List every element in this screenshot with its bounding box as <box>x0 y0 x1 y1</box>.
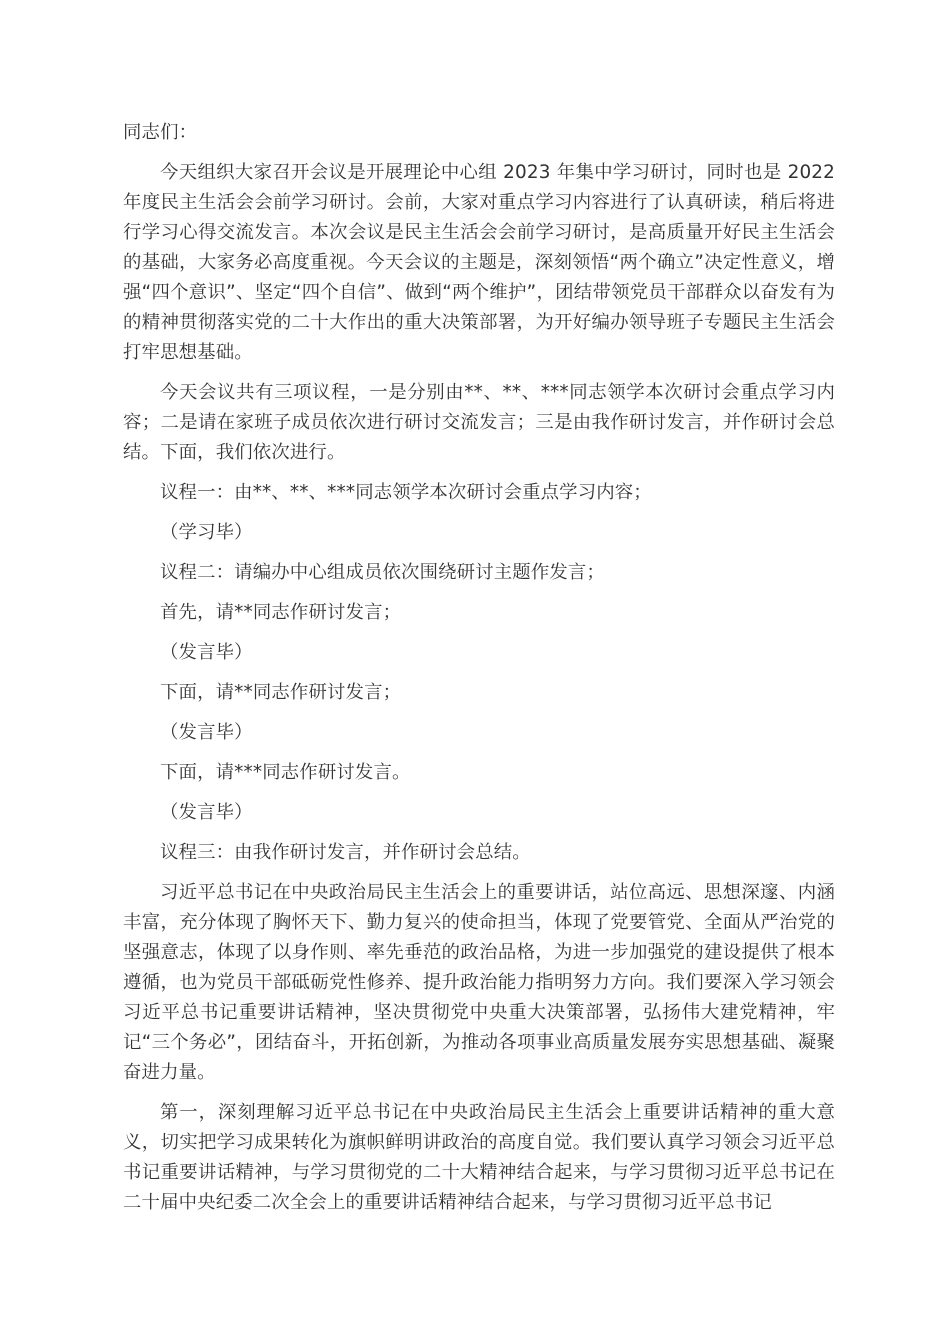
agenda-note-speech-done-3: （发言毕） <box>160 802 253 823</box>
speaker-call-3: 下面，请***同志作研讨发言。 <box>160 762 411 783</box>
body-paragraph-1: 习近平总书记在中央政治局民主生活会上的重要讲话，站位高远、思想深邃、内涵丰富，充分体现了胸怀天下、勤力复兴的使命担当，体现了党要管党、全面从严治党的坚强意志，体现了以身作则、率先垂范的政治品格，为进一步加强党的建设提供了根本遵循，也为党员干部砥砺党性修养、提升政治能力指明努力方向。我们要深入学习领会习近平总书记重要讲话精神，坚决贯彻党中央重大决策部署，弘扬伟大建党精神，牢记“三个务必”，团结奋斗，开拓创新，为推动各项事业高质量发展夯实思想基础、凝聚奋进力量。 <box>123 882 835 1083</box>
agenda-item-3: 议程三：由我作研讨发言，并作研讨会总结。 <box>160 842 531 863</box>
document-body <box>123 118 835 1228</box>
agenda-note-study-done: （学习毕） <box>160 522 253 543</box>
agenda-note-speech-done-2: （发言毕） <box>160 722 253 743</box>
speaker-call-2: 下面，请**同志作研讨发言； <box>160 682 402 703</box>
intro-paragraph-1: 今天组织大家召开会议是开展理论中心组 2023 年集中学习研讨，同时也是 2022 年度民主生活会会前学习研讨。会前，大家对重点学习内容进行了认真研读，稍后将进行学习心得交流发言。本次会议是民主生活会会前学习研讨，是高质量开好民主生活会的基础，大家务必高度重视。今天会议的主题是，深刻领悟“两个确立”决定性意义，增强“四个意识”、坚定“四个自信”、做到“两个维护”，团结带领党员干部群众以奋发有为的精神贯彻落实党的二十大作出的重大决策部署，为开好编办领导班子专题民主生活会打牢思想基础。 <box>123 162 835 363</box>
speaker-call-1: 首先，请**同志作研讨发言； <box>160 602 402 623</box>
body-paragraph-2: 第一，深刻理解习近平总书记在中央政治局民主生活会上重要讲话精神的重大意义，切实把学习成果转化为旗帜鲜明讲政治的高度自觉。我们要认真学习领会习近平总书记重要讲话精神，与学习贯彻党的二十大精神结合起来，与学习贯彻习近平总书记在二十届中央纪委二次全会上的重要讲话精神结合起来，与学习贯彻习近平总书记 <box>123 1102 835 1213</box>
agenda-item-2: 议程二：请编办中心组成员依次围绕研讨主题作发言； <box>160 562 605 583</box>
intro-paragraph-2: 今天会议共有三项议程，一是分别由**、**、***同志领学本次研讨会重点学习内容；二是请在家班子成员依次进行研讨交流发言；三是由我作研讨发言，并作研讨会总结。下面，我们依次进行。 <box>123 382 835 463</box>
agenda-note-speech-done-1: （发言毕） <box>160 642 253 663</box>
agenda-item-1: 议程一：由**、**、***同志领学本次研讨会重点学习内容； <box>160 482 652 503</box>
greeting: 同志们： <box>123 122 198 143</box>
